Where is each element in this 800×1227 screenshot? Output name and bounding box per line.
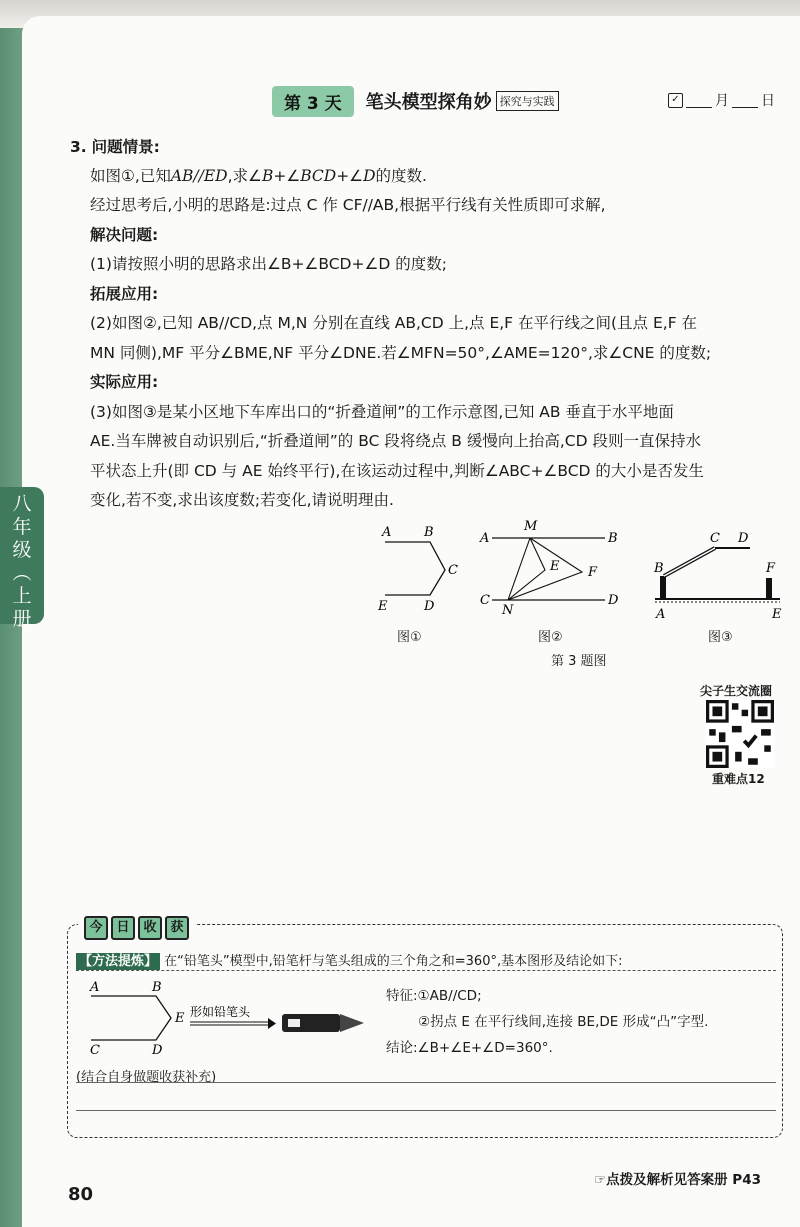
fig3-label-E: E [772,607,782,622]
fig2-label-E: E [550,559,560,574]
qr-footer: 重难点12 [712,772,765,786]
grade-char: 年 [12,516,32,538]
grade-side-tab [0,487,44,630]
method-line [76,950,622,969]
text-run: +∠ [336,167,364,185]
method-text: 在“铅笔头”模型中,铅笔杆与笔头组成的三个角之和=360°,基本图形及结论如下: [164,954,623,969]
pencil-label-icon [288,1019,300,1027]
text-run: AB//ED [170,167,228,185]
text-run: 的度数. [375,167,427,185]
fig2-label-A: A [480,531,490,546]
text-run: 如图①,已知 [90,167,171,185]
fig3-label-F: F [766,561,776,576]
month-label: 月 [715,93,729,109]
fig3-post-F [766,578,772,599]
text-run: BCD [300,167,337,185]
figure-3 [653,531,782,622]
feature-1: 特征:①AB//CD; [386,988,482,1004]
calendar-check-icon: ✓ [668,93,683,108]
section-scenario: 问题情景: [91,138,160,156]
fig1-caption: 图① [397,630,422,645]
harvest-tag [78,916,195,940]
answer-reference: ☞点拨及解析见答案册 P43 [594,1172,761,1188]
text-run: B [261,167,274,185]
section-extend: 拓展应用: [90,285,159,303]
method-divider [76,970,776,971]
fig2-label-B: B [608,531,618,546]
conclusion: 结论:∠B+∠E+∠D=360°. [386,1040,553,1056]
part-1: (1)请按照小明的思路求出∠B+∠BCD+∠D 的度数; [90,255,447,273]
qr-code-icon[interactable] [706,700,774,768]
section-practice: 实际应用: [90,373,159,391]
grade-char: 八 [12,493,32,515]
month-blank [686,93,712,108]
grade-char: ︵ [12,562,32,584]
part-2-line-2: MN 同侧),MF 平分∠BME,NF 平分∠DNE.若∠MFN=50°,∠AME=120°,求∠CNE 的度数; [90,344,712,362]
model-label-B: B [152,980,162,995]
grade-char: 级 [12,539,32,561]
fig2-label-D: D [608,593,619,608]
method-label: 【方法提炼】 [76,953,160,970]
fig1-label-A: A [382,525,392,540]
answer-line-1 [76,1082,776,1083]
pencil-note: 形如铅笔头 [190,1005,251,1019]
fig3-label-D: D [738,531,749,546]
text-run: ,求∠ [227,167,262,185]
model-lines [91,996,171,1040]
part-3-line-4: 变化,若不变,求出该度数;若变化,请说明理由. [90,491,394,509]
fig1-label-C: C [448,563,458,578]
question-line-2: 经过思考后,小明的思路是:过点 C 作 CF//AB,根据平行线有关性质即可求解, [90,196,606,214]
question-line-1 [90,164,427,186]
fig3-bar-BC-inner [664,548,715,576]
fig2-label-N: N [502,603,514,618]
fig1-label-D: D [424,599,435,614]
harvest-tag-char: 收 [138,916,162,940]
question-figures [370,520,790,670]
question-heading [70,135,160,157]
fig2-label-C: C [480,593,490,608]
section-solve: 解决问题: [90,226,159,244]
day-blank [732,93,758,108]
date-field [668,90,775,110]
lesson-title: 笔头模型探角妙 [365,92,492,113]
lesson-header [272,86,559,116]
pencil-tip-icon [340,1014,364,1032]
fig3-label-A: A [656,607,666,622]
day-badge: 第 3 天 [272,86,354,117]
supplement-note: (结合自身做题收获补充) [76,1070,217,1085]
figure-1 [377,525,458,614]
lesson-tag: 探究与实践 [496,91,559,111]
harvest-tag-char: 获 [165,916,189,940]
figure-2 [479,520,619,618]
fig2-caption: 图② [538,630,563,645]
fig2-label-M: M [524,520,538,534]
page-number: 80 [68,1184,94,1205]
part-3-line-2: AE.当车牌被自动识别后,“折叠道闸”的 BC 段将绕点 B 缓慢向上抬高,CD 段则一直保持水 [90,432,701,450]
qr-title: 尖子生交流圈 [700,684,773,698]
part-2-line-1: (2)如图②,已知 AB//CD,点 M,N 分别在直线 AB,CD 上,点 E,F 在平行线之间(且点 E,F 在 [90,314,698,332]
model-label-A: A [90,980,100,995]
model-label-C: C [90,1043,100,1058]
question-number: 3. [70,138,87,156]
fig1-lines [385,542,445,595]
model-label-E: E [175,1011,185,1026]
fig3-post-AB [660,576,666,599]
part-3-line-1: (3)如图③是某小区地下车库出口的“折叠道闸”的工作示意图,已知 AB 垂直于水平地面 [90,403,674,421]
text-run: D [363,167,376,185]
feature-2: ②拐点 E 在平行线间,连接 BE,DE 形成“凸”字型. [418,1014,709,1030]
fig3-caption: 图③ [708,630,733,645]
answer-line-2 [76,1110,776,1111]
arrow-head-icon [268,1018,276,1029]
grade-char: 上 [12,585,32,607]
model-label-D: D [152,1043,163,1058]
figures-group-caption: 第 3 题图 [551,654,607,669]
pencil-model-diagram [86,978,376,1058]
grade-char: 册 [12,608,32,630]
fig2-label-F: F [588,565,598,580]
fig1-label-E: E [378,599,388,614]
harvest-tag-char: 日 [111,916,135,940]
fig3-label-B: B [654,561,664,576]
day-label: 日 [761,93,775,109]
fig3-label-C: C [710,531,720,546]
part-3-line-3: 平状态上升(即 CD 与 AE 始终平行),在该运动过程中,判断∠ABC+∠BCD 的大小是否发生 [90,462,704,480]
text-run: +∠ [273,167,301,185]
fig1-label-B: B [424,525,434,540]
harvest-tag-char: 今 [84,916,108,940]
